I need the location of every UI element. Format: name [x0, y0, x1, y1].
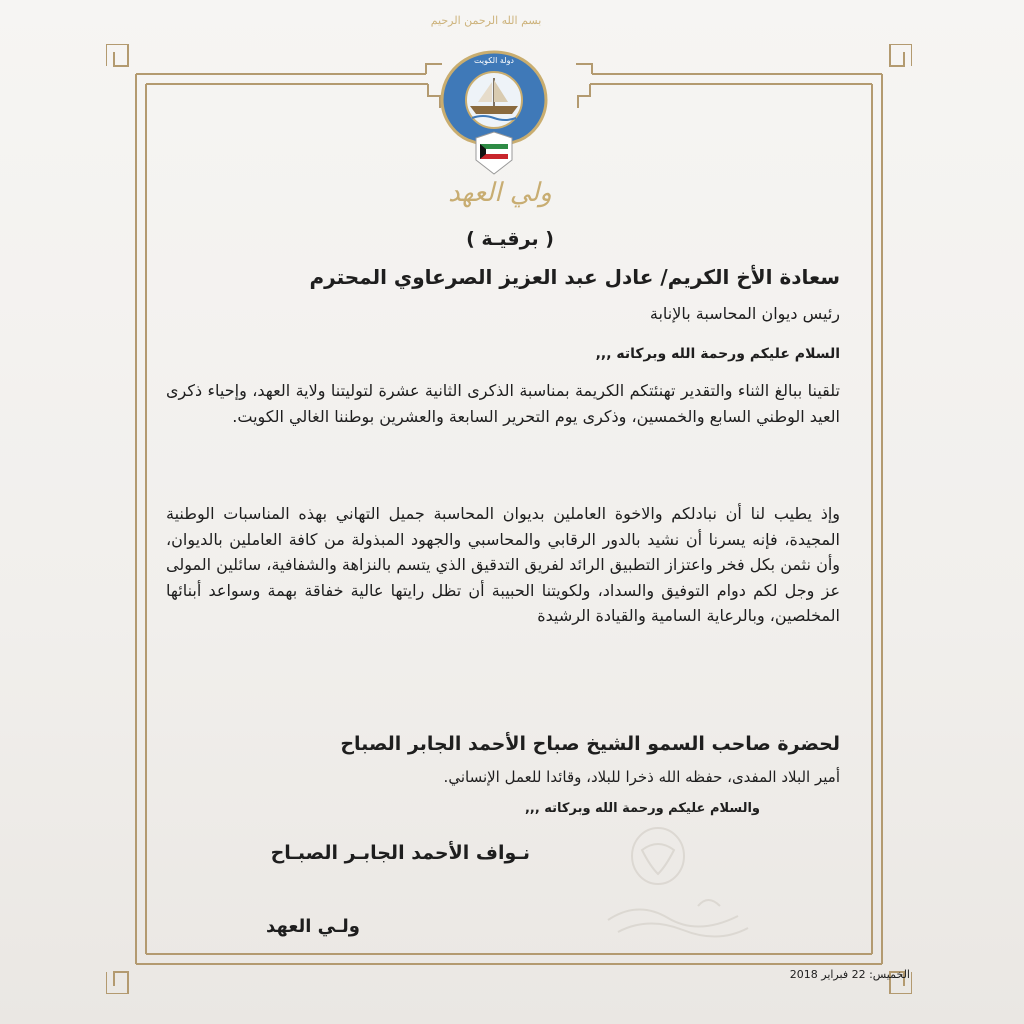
letter-date: الخميس: 22 فبراير 2018 [789, 968, 910, 981]
paragraph-1: تلقينا ببالغ الثناء والتقدير تهنئتكم الكريمة بمناسبة الذكرى الثانية عشرة لتوليتنا ولاية العهد، وإحياء ذكرى العيد الوطني السابع والخمسين، وذكرى يوم التحرير السابعة والعشرين بوطننا الغالي الكويت. [166, 381, 840, 426]
signer-title: ولـي العهد [266, 916, 360, 937]
addressee-line: سعادة الأخ الكريم/ عادل عبد العزيز الصرعاوي المحترم [309, 265, 840, 289]
paragraph-2: وإذ يطيب لنا أن نبادلكم والاخوة العاملين بديوان المحاسبة جميل التهاني بهذه المناسبات الوطنية المجيدة، فإنه يسرنا أن نشيد بالدور الرقابي والمحاسبي والجهود المبذولة من كافة العاملين بالديوان، وأن نثمن بكل فخر واعتزاز التطبيق الرائد لفريق التدقيق الذي يتسم بالنزاهة والشفافية، سائلين المولى عز وجل لكم دوام التوفيق والسداد، ولكويتنا الحبيبة أن تظل رايتها عالية خفاقة بهمة وسواعد أبنائها المخلصين، وبالرعاية السامية والقيادة الرشيدة [166, 504, 840, 625]
honorific-line: لحضرة صاحب السمو الشيخ صباح الأحمد الجابر الصباح [340, 733, 840, 755]
basmala: بسم الله الرحمن الرحيم [430, 14, 542, 27]
closing-greeting: والسلام عليكم ورحمة الله وبركاته ,,, [524, 801, 760, 816]
addressee-role: رئيس ديوان المحاسبة بالإنابة [649, 304, 840, 323]
letter-type: ( برقيـة ) [466, 228, 554, 250]
office-script-title: ولي العهد [448, 178, 552, 208]
emblem-caption: دولة الكويت [474, 56, 514, 65]
state-emblem-icon [436, 48, 552, 178]
embossed-seal-icon [588, 820, 758, 950]
greeting: السلام عليكم ورحمة الله وبركاته ,,, [595, 346, 840, 362]
signer-name: نـواف الأحمد الجابـر الصبـاح [270, 842, 530, 864]
prayer-line: أمير البلاد المفدى، حفظه الله ذخرا للبلاد، وقائدا للعمل الإنساني. [443, 768, 840, 786]
